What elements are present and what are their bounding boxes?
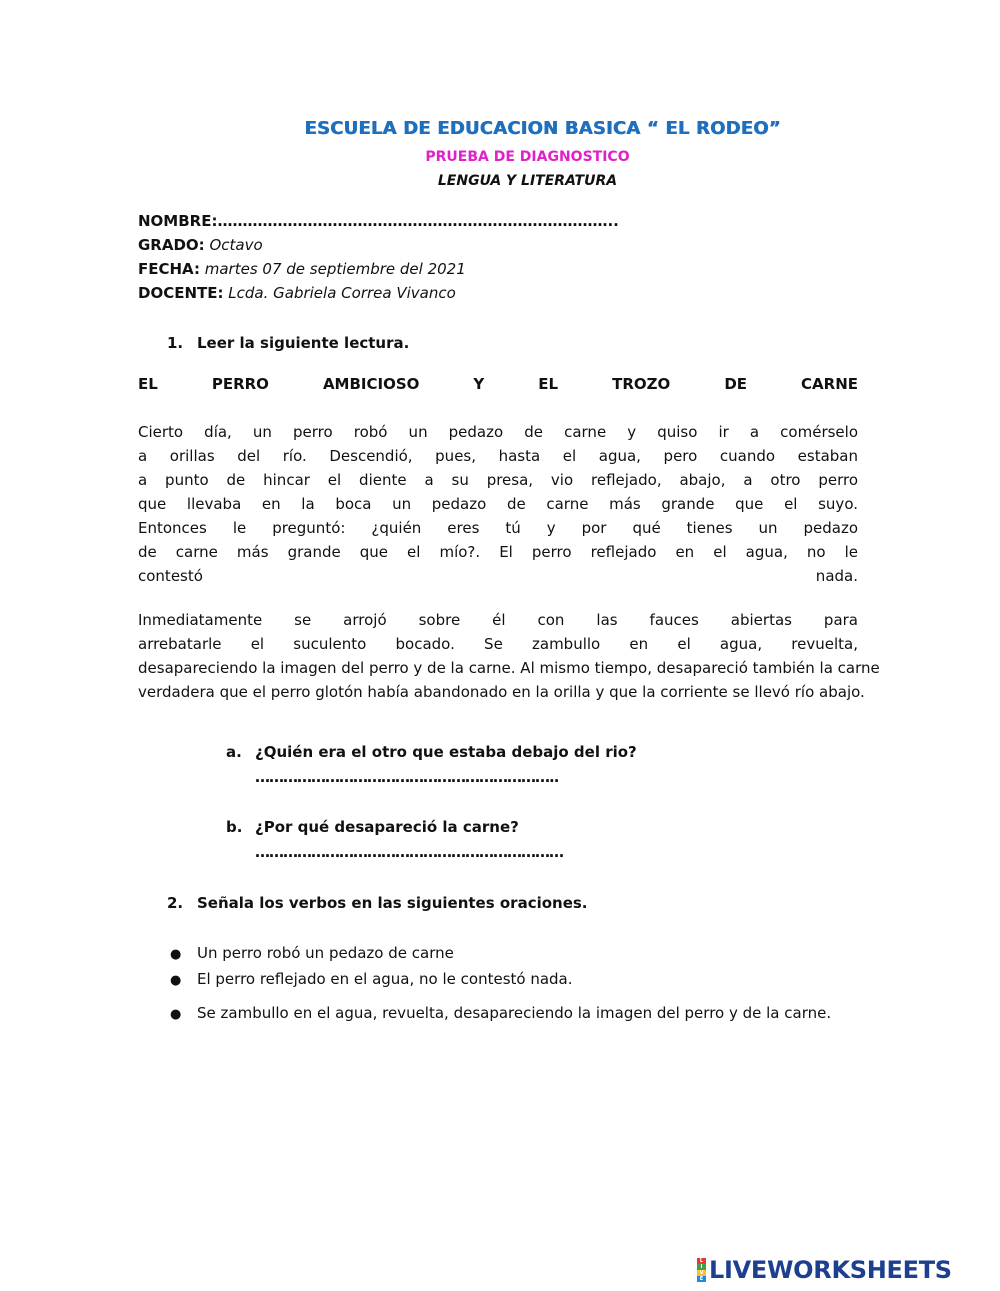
sentence-item: El perro reflejado en el agua, no le contestó nada.	[197, 970, 573, 988]
story-title-word: TROZO	[612, 375, 671, 393]
question-1-text: Leer la siguiente lectura.	[197, 334, 410, 352]
docente-value: Lcda. Gabriela Correa Vivanco	[228, 284, 456, 302]
subquestion-a-letter: a.	[226, 743, 242, 761]
bullet-icon: ●	[170, 947, 182, 962]
logo-letter: V	[697, 1270, 706, 1276]
grado-row	[138, 236, 263, 254]
subquestion-b-letter: b.	[226, 818, 243, 836]
grado-value: Octavo	[209, 236, 263, 254]
nombre-row	[138, 212, 619, 230]
subquestion-a-text: ¿Quién era el otro que estaba debajo del rio?	[255, 743, 637, 761]
exam-title: PRUEBA DE DIAGNOSTICO	[425, 149, 630, 165]
paragraph-line: Cierto día, un perro robó un pedazo de carne y quiso ir a comérselo	[138, 423, 858, 441]
subject-title: LENGUA Y LITERATURA	[437, 173, 618, 189]
paragraph-line: desapareciendo la imagen del perro y de la carne. Al mismo tiempo, desapareció también la carne	[138, 659, 880, 677]
subquestion-b-text: ¿Por qué desapareció la carne?	[255, 818, 519, 836]
paragraph-line: Entonces le preguntó: ¿quién eres tú y por qué tienes un pedazo	[138, 519, 858, 537]
fecha-value: martes 07 de septiembre del 2021	[204, 260, 466, 278]
question-2-text: Señala los verbos en las siguientes oraciones.	[197, 894, 588, 912]
story-title	[138, 375, 858, 393]
story-title-word: PERRO	[211, 375, 269, 393]
docente-label: DOCENTE:	[138, 284, 224, 302]
paragraph-line: verdadera que el perro glotón había abandonado en la orilla y que la corriente se llevó río abajo.	[138, 683, 865, 701]
paragraph-line: a punto de hincar el diente a su presa, vio reflejado, abajo, a otro perro	[138, 471, 858, 489]
question-2-number: 2.	[167, 894, 184, 912]
story-title-word: EL	[538, 375, 559, 393]
paragraph-line: que llevaba en la boca un pedazo de carne más grande que el suyo.	[138, 495, 858, 513]
paragraph-line: a orillas del río. Descendió, pues, hasta el agua, pero cuando estaban	[138, 447, 858, 465]
paragraph-line: contestó nada.	[138, 567, 858, 585]
fecha-label: FECHA:	[138, 260, 200, 278]
bullet-icon: ●	[170, 1007, 182, 1022]
school-title: ESCUELA DE EDUCACION BASICA “ EL RODEO”	[304, 118, 781, 139]
logo-letter: E	[697, 1276, 706, 1282]
docente-row	[138, 284, 456, 302]
logo-letter: L	[697, 1258, 706, 1264]
story-title-word: AMBICIOSO	[322, 375, 420, 393]
subquestion-a-answer-line[interactable]: ………………………………………………………..	[255, 768, 559, 786]
story-title-word: DE	[724, 375, 748, 393]
logo-letter: I	[697, 1264, 706, 1270]
story-paragraph-1	[138, 420, 858, 588]
liveworksheets-brand[interactable]	[697, 1256, 952, 1284]
paragraph-line: de carne más grande que el mío?. El perro reflejado en el agua, no le	[138, 543, 858, 561]
story-paragraph-2	[138, 608, 880, 704]
bullet-icon: ●	[170, 973, 182, 988]
sentence-item: Un perro robó un pedazo de carne	[197, 944, 454, 962]
sentence-item: Se zambullo en el agua, revuelta, desapareciendo la imagen del perro y de la carne.	[197, 1004, 832, 1022]
subquestion-b-answer-line[interactable]: …………………………………………………………	[255, 843, 563, 861]
nombre-value: ……………………………………………………………………..	[217, 212, 619, 230]
paragraph-line: arrebatarle el suculento bocado. Se zambullo en el agua, revuelta,	[138, 635, 858, 653]
fecha-row	[138, 260, 466, 278]
grado-label: GRADO:	[138, 236, 205, 254]
paragraph-line: Inmediatamente se arrojó sobre él con las fauces abiertas para	[138, 611, 858, 629]
brand-name: LIVEWORKSHEETS	[709, 1256, 952, 1284]
story-title-word: CARNE	[801, 375, 858, 393]
story-title-word: Y	[473, 375, 485, 393]
liveworksheets-logo-icon	[697, 1258, 706, 1282]
story-title-word: EL	[138, 375, 158, 393]
nombre-label: NOMBRE:	[138, 212, 218, 230]
question-1-number: 1.	[167, 334, 184, 352]
